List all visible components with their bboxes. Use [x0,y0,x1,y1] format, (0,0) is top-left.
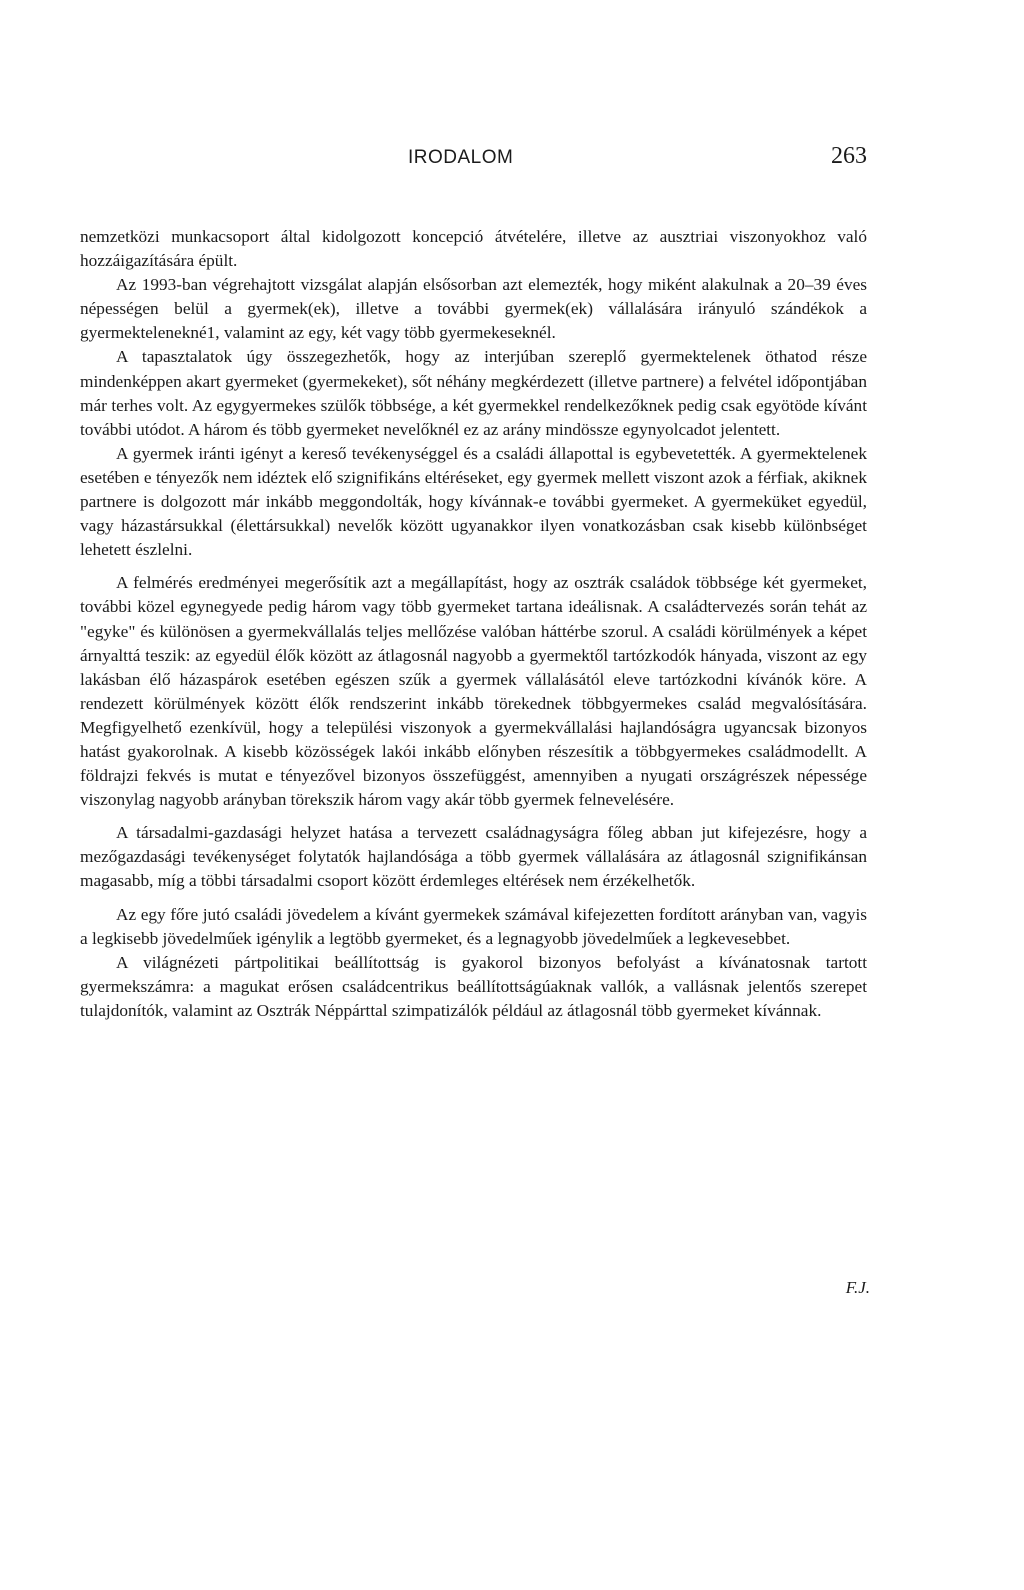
page-header [80,143,867,179]
paragraph-7: Az egy főre jutó családi jövedelem a kívánt gyermekek számával kifejezetten fordított arányban van, vagyis a legkisebb jövedelműek igénylik a legtöbb gyermeket, és a legnagyobb jövedelműek a legkevesebbet. [80,904,867,948]
paragraph-1: nemzetközi munkacsoport által kidolgozott koncepció átvételére, illetve az ausztriai viszonyokhoz való hozzáigazítására épült. [80,227,867,271]
paragraph-6: A társadalmi-gazdasági helyzet hatása a tervezett családnagyságra főleg abban jut kifejezésre, hogy a mezőgazdasági tevékenységet folytatók hajlandósága a több gyermek vállalására az átlagosnál szignifikánsan magasabb, míg a többi társadalmi csoport között érdemleges eltérések nem érzékelhetők. [80,823,867,891]
paragraph-3: A tapasztalatok úgy összegezhetők, hogy az interjúban szereplő gyermektelenek öthatod része mindenképpen akart gyermeket (gyermekeket), sőt néhány megkérdezett (illetve partnere) a felvétel időpontjában már terhes volt. Az egygyermekes szülők többsége, a két gyermekkel rendelkezőknek pedig csak egyötöde kívánt további utódot. A három és több gyermeket nevelőknél ez az arány mindössze egynyolcadot jelentett. [80,347,867,439]
running-head: IRODALOM [408,147,514,168]
article-body [80,225,867,1023]
paragraph-5: A felmérés eredményei megerősítik azt a megállapítást, hogy az osztrák családok többsége két gyermeket, további közel egynegyede pedig három vagy több gyermeket tartana ideálisnak. A családtervezés során tehát az "egyke" és különösen a gyermekvállalás teljes mellőzése valóban háttérbe szorul. A családi körülmények a képet árnyalttá teszik: az egyedül élők között az átlagosnál nagyobb a gyermektől tartózkodók hányada, viszont az egy lakásban élő házaspárok esetében egészen szűk a gyermek vállalásától eleve tartózkodni kívánók köre. A rendezett körülmények között élők rendszerint inkább törekednek többgyermekes család megvalósítására. Megfigyelhető ezenkívül, hogy a települési viszonyok a gyermekvállalási hajlandóságra ugyancsak bizonyos hatást gyakorolnak. A kisebb közösségek lakói inkább előnyben részesítik a többgyermekes családmodellt. A földrajzi fekvés is mutat e tényezővel bizonyos összefüggést, amennyiben a nyugati országrészek népessége viszonylag nagyobb arányban törekszik három vagy akár több gyermek felnevelésére. [80,573,867,810]
author-initials: F.J. [845,1278,870,1297]
paragraph-8: A világnézeti pártpolitikai beállítottság is gyakorol bizonyos befolyást a kívánatosnak tartott gyermekszámra: a magukat erősen családcentrikus beállítottságúaknak vallók, a vallásnak jelentős szerepet tulajdonítók, valamint az Osztrák Néppárttal szimpatizálók például az átlagosnál több gyermeket kívánnak. [80,952,867,1020]
paragraph-4: A gyermek iránti igényt a kereső tevékenységgel és a családi állapottal is egybevetették. A gyermektelenek esetében e tényezők nem idéztek elő szignifikáns eltéréseket, egy gyermek mellett viszont azok a férfiak, akiknek partnere is dolgozott már inkább meggondolták, hogy kívánnak-e további gyermeket. A gyermeküket egyedül, vagy házastársukkal (élettársukkal) nevelők között ugyanakkor ilyen vonatkozásban csak kisebb különbséget lehetett észlelni. [80,443,867,560]
paragraph-2: Az 1993-ban végrehajtott vizsgálat alapján elsősorban azt elemezték, hogy miként alakulnak a 20–39 éves népességen belül a gyermek(ek), illetve a további gyermek(ek) vállalására irányuló szándékok a gyermektelenekné1, valamint az egy, két vagy több gyermekeseknél. [80,275,867,343]
page-number: 263 [831,143,867,169]
